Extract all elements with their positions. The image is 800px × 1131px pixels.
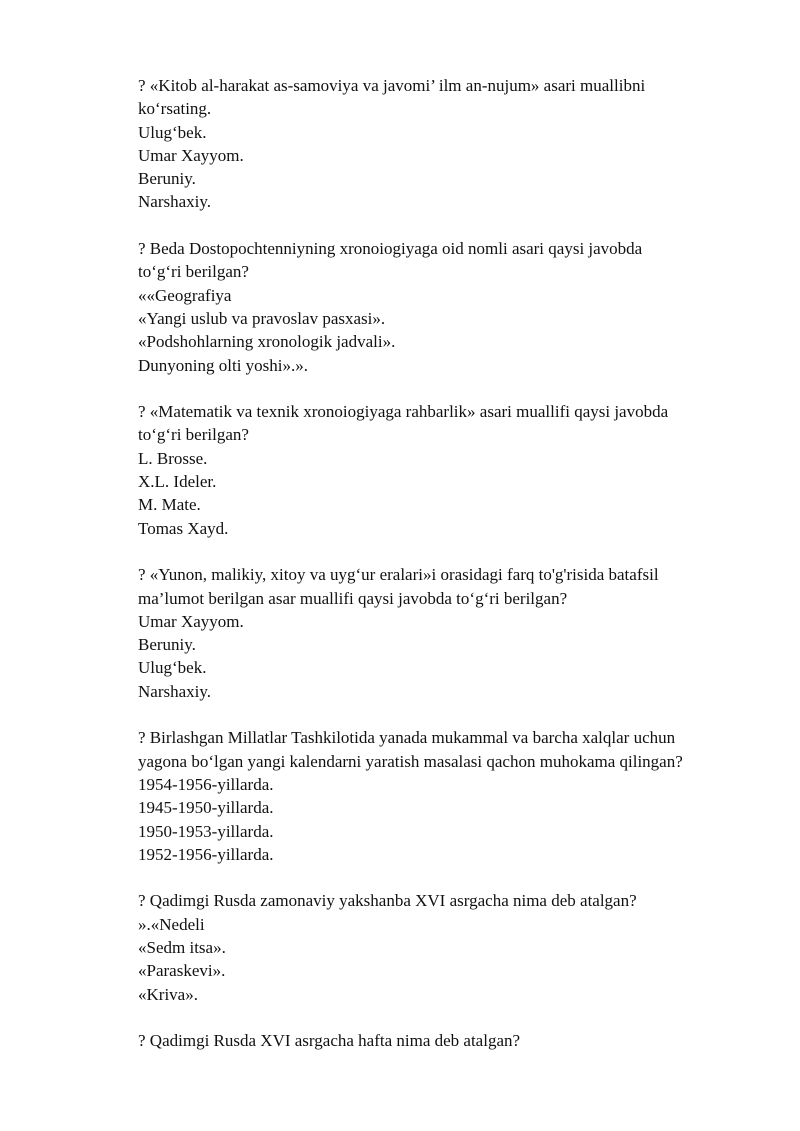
answer-option: Umar Xayyom. [138,611,244,631]
question-text: ? Birlashgan Millatlar Tashkilotida yanada mukammal va barcha xalqlar uchun [138,728,676,748]
question-text: to‘g‘ri berilgan? [138,262,249,282]
answer-option: X.L. Ideler. [138,472,217,492]
answer-option: ««Geografiya [138,285,232,305]
answer-option: Narshaxiy. [138,681,212,701]
answer-option: Dunyoning olti yoshi».». [138,355,309,375]
question-block [138,726,768,866]
question-text: ko‘rsating. [138,99,212,119]
question-text: ? «Matematik va texnik xronoiogiyaga rahbarlik» asari muallifi qaysi javobda [138,402,669,422]
answer-option: 1950-1953-yillarda. [138,821,274,841]
answer-option: 1954-1956-yillarda. [138,774,274,794]
answer-option: 1952-1956-yillarda. [138,844,274,864]
answer-option: Tomas Xayd. [138,518,229,538]
answer-option: Ulug‘bek. [138,658,207,678]
question-block [138,74,768,214]
answer-option: Ulug‘bek. [138,122,207,142]
question-text: ? «Yunon, malikiy, xitoy va uyg‘ur eralari»i orasidagi farq to'g'risida batafsil [138,565,659,585]
question-block [138,563,768,703]
question-text: ? Beda Dostopochtenniyning xronoiogiyaga oid nomli asari qaysi javobda [138,239,643,259]
answer-option: «Podshohlarning xronologik jadvali». [138,332,396,352]
answer-option: «Yangi uslub va pravoslav pasxasi». [138,308,386,328]
answer-option: L. Brosse. [138,448,208,468]
question-text: ? «Kitob al-harakat as-samoviya va javomi’ ilm an-nujum» asari muallibni [138,76,646,95]
question-text: yagona bo‘lgan yangi kalendarni yaratish masalasi qachon muhokama qilingan? [138,751,683,771]
question-block [138,400,768,540]
answer-option: Beruniy. [138,169,196,189]
answer-option: 1945-1950-yillarda. [138,798,274,818]
answer-option: «Sedm itsa». [138,937,226,957]
answer-option: Narshaxiy. [138,192,212,212]
question-block [138,1029,768,1052]
answer-option: ».«Nedeli [138,914,205,934]
answer-option: «Kriva». [138,984,198,1004]
answer-option: Beruniy. [138,635,196,655]
question-text: ? Qadimgi Rusda XVI asrgacha hafta nima deb atalgan? [138,1031,521,1051]
answer-option: «Paraskevi». [138,961,226,981]
document-page [138,74,768,1076]
question-block [138,889,768,1005]
answer-option: M. Mate. [138,495,201,515]
question-text: to‘g‘ri berilgan? [138,425,249,445]
question-text: ? Qadimgi Rusda zamonaviy yakshanba XVI asrgacha nima deb atalgan? [138,891,637,911]
question-text: ma’lumot berilgan asar muallifi qaysi javobda to‘g‘ri berilgan? [138,588,568,608]
answer-option: Umar Xayyom. [138,145,244,165]
question-block [138,237,768,377]
